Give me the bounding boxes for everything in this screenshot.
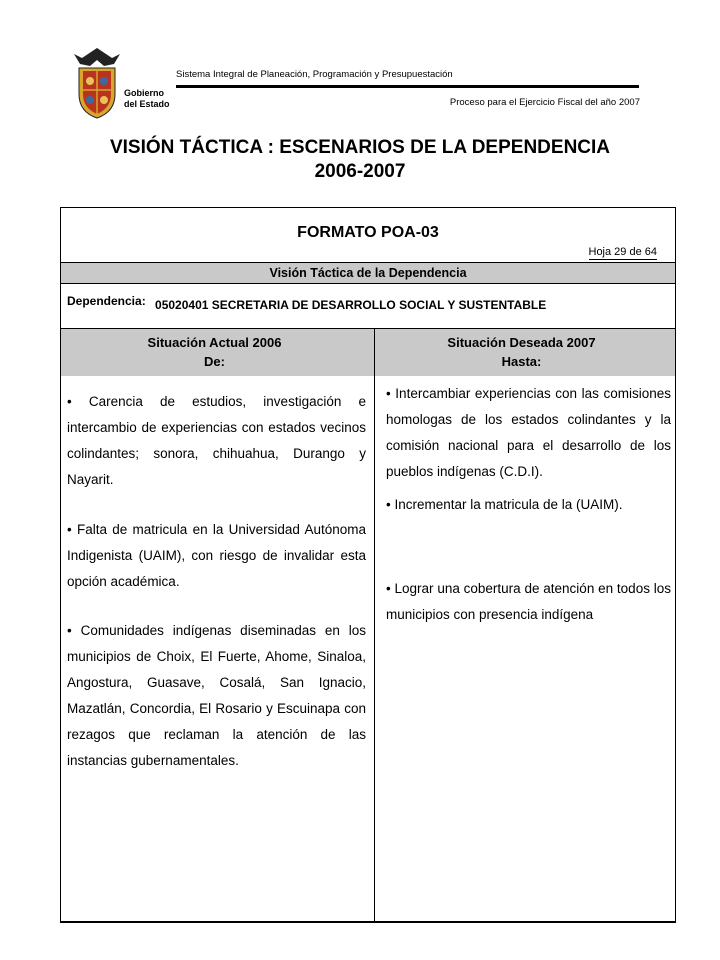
list-item: • Incrementar la matricula de la (UAIM).: [386, 497, 623, 512]
section-header: Visión Táctica de la Dependencia: [61, 262, 675, 284]
page-title: [40, 136, 680, 184]
form-title: FORMATO POA-03: [297, 224, 439, 241]
desired-situation-list: [386, 381, 671, 628]
current-situation-list: [67, 389, 366, 774]
list-item: • Lograr una cobertura de atención en todos los municipios con presencia indígena: [386, 581, 671, 622]
column-headers: [61, 328, 675, 376]
column-divider: [374, 328, 375, 922]
current-situation-title: Situación Actual 2006: [147, 335, 282, 350]
current-situation-header: [61, 333, 368, 371]
current-situation-sub: De:: [204, 354, 225, 369]
desired-situation-header: [368, 333, 675, 371]
process-label: Proceso para el Ejercicio Fiscal del año 2007: [449, 97, 640, 108]
dependency-value: 05020401 SECRETARIA DE DESARROLLO SOCIAL Y SUSTENTABLE: [155, 298, 547, 312]
poa-form: [60, 207, 676, 923]
state-seal-icon: [72, 44, 122, 120]
list-item: • Carencia de estudios, investigación e intercambio de experiencias con estados vecinos colindantes; sonora, chihuahua, Durango y Nayarit.: [67, 394, 366, 487]
header-rule: [176, 85, 639, 88]
government-line-1: Gobierno: [124, 88, 164, 98]
list-item: • Falta de matricula en la Universidad Autónoma Indigenista (UAIM), con riesgo de invalidar esta opción académica.: [67, 522, 366, 589]
government-line-2: del Estado: [124, 99, 170, 109]
dependency-label: Dependencia:: [67, 294, 146, 308]
list-item: • Intercambiar experiencias con las comisiones homologas de los estados colindantes y la comisión nacional para el desarrollo de los pueblos indígenas (C.D.I).: [386, 386, 671, 479]
list-item: • Comunidades indígenas diseminadas en los municipios de Choix, El Fuerte, Ahome, Sinaloa, Angostura, Guasave, Cosalá, San Ignacio, Mazatlán, Concordia, El Rosario y Escuinapa con rezagos que reclaman la atención de las instancias gubernamentales.: [67, 623, 366, 768]
system-name: Sistema Integral de Planeación, Programación y Presupuestación: [176, 69, 453, 80]
government-label: [124, 88, 170, 110]
page-title-line-1: VISIÓN TÁCTICA : ESCENARIOS DE LA DEPENDENCIA: [109, 137, 611, 158]
page-title-line-2: 2006-2007: [314, 161, 406, 182]
desired-situation-sub: Hasta:: [501, 354, 542, 369]
sheet-number: Hoja 29 de 64: [588, 246, 657, 258]
desired-situation-title: Situación Deseada 2007: [447, 335, 596, 350]
dependency-row: [67, 294, 547, 312]
